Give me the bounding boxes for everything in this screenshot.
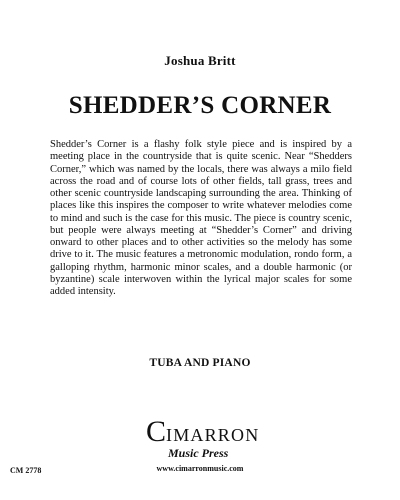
publisher-website: www.cimarronmusic.com	[156, 464, 244, 473]
logo-initial: C	[146, 415, 167, 448]
logo-tagline: Music Press	[168, 446, 229, 460]
cimarron-logo	[140, 414, 260, 466]
piece-title: SHEDDER’S CORNER	[68, 92, 332, 119]
catalog-number: CM 2778	[10, 466, 42, 475]
instrumentation-label: TUBA AND PIANO	[149, 357, 251, 369]
composer-name: Joshua Britt	[164, 53, 236, 68]
logo-name: IMARRON	[166, 425, 260, 445]
publisher-block	[140, 414, 260, 484]
program-notes: Shedder’s Corner is a flashy folk style piece and is inspired by a meeting place in the countryside that is quite scenic. Near “Shedders Corner,” which was named by the locals, there was always a milo field across the road and of course lots of other fields, tall grass, trees and other scenic countryside landscaping surrounding the area. Thinking of places like this inspires the composer to write whatever melodies come to mind and such is the case for this music. The piece is country scenic, but people were always meeting at “Shedder’s Corner” and driving onward to other places and to other activities so the melody has some drive to it. The music features a metronomic modulation, rondo form, a galloping rhythm, harmonic minor scales, and a double harmonic (or byzantine) scale interwoven within the lyrical major scales for some added intensity.	[50, 139, 352, 297]
